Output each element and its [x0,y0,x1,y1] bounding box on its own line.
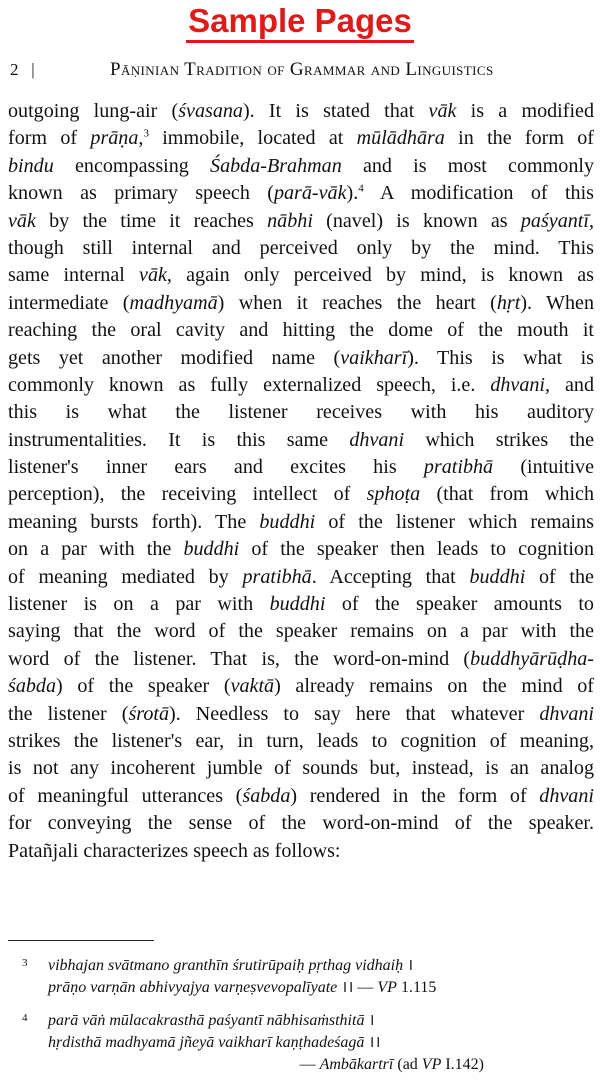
page-number: 2 [10,60,19,79]
page-number-and-separator [10,56,35,84]
body-line: outgoing lung-air (śvasana). It is stated that vāk is a modified [8,100,595,122]
footnotes [22,955,582,1087]
body-line: vāk by the time it reaches nābhi (navel) is known as paśyantī, [8,209,594,232]
body-line: listener's inner ears and excites his pratibhā (intuitive [8,456,595,479]
body-line: Patañjali characterizes speech as follows: [8,839,341,862]
body-line: though still internal and perceived only by the mind. This [8,236,594,259]
footnote-number: 4 [22,1012,28,1024]
body-line: is not any incoherent jumble of sounds but, instead, is an analog [8,757,594,780]
body-line: word of the listener. That is, the word-on-mind (buddhyārūḍha- [8,647,594,670]
body-line: perception), the receiving intellect of sphoṭa (that from which [8,483,594,506]
sample-pages-banner [0,0,600,46]
body-line: listener is on a par with buddhi of the speaker amounts to [8,593,594,616]
body-line: on a par with the buddhi of the speaker then leads to cognition [8,538,594,561]
running-head-title: Pāṇinian Tradition of Grammar and Linguistics [110,59,494,80]
body-line: form of prāṇa,$^3$ immobile, located at mūlādhāra in the form of [8,127,594,150]
footnote-line: prāṇo varṇān abhivyajya varṇeṣvevopalīyate ।। — VP 1.115 [48,979,437,996]
footnote-text [48,1010,582,1076]
footnote-line: vibhajan svātmano granthīn śrutirūpaiḥ pṛthag vidhaiḥ । [48,957,414,974]
body-line: reaching the oral cavity and hitting the dome of the mouth it [8,319,594,342]
running-head [10,56,590,84]
body-line: gets yet another modified name (vaikharī). This is what is [8,346,594,369]
footnote-text [48,955,582,999]
body-line: intermediate (madhyamā) when it reaches the heart (hṛt). When [8,291,595,314]
footnote-line: hṛdisthā madhyamā jñeyā vaikharī kaṇṭhadeśagā ।। [48,1034,381,1051]
body-line: commonly known as fully externalized speech, i.e. dhvani, and [8,373,594,396]
body-line: same internal vāk, again only perceived by mind, is known as [8,264,594,287]
footnote [22,1010,582,1076]
body-line: meaning bursts forth). The buddhi of the listener which remains [8,510,594,533]
footnote [22,955,582,999]
body-line: known as primary speech (parā-vāk).$^4$ A modification of this [8,182,594,205]
running-head-separator: | [31,60,35,79]
body-line: for conveying the sense of the word-on-mind of the speaker. [8,812,594,835]
body-line: śabda) of the speaker (vaktā) already remains on the mind of [8,675,594,698]
banner-label: Sample Pages [186,2,414,43]
body-line: the listener (śrotā). Needless to say here that whatever dhvani [8,702,595,725]
body-line: instrumentalities. It is this same dhvani which strikes the [8,428,594,451]
body-line: strikes the listener's ear, in turn, leads to cognition of meaning, [8,729,594,752]
body-line: of meaningful utterances (śabda) rendered in the form of dhvani [8,784,594,807]
body-line: saying that the word of the speaker remains on a par with the [8,620,594,643]
body-line: of meaning mediated by pratibhā. Accepting that buddhi of the [8,565,594,588]
body-line: this is what the listener receives with his auditory [8,401,594,424]
footnote-number: 3 [22,957,28,969]
body-line: bindu encompassing Śabda-Brahman and is most commonly [8,154,594,177]
footnote-line: — Ambākartrī (ad VP I.142) [299,1056,484,1073]
body-text [8,98,594,865]
footnote-rule [8,940,154,941]
footnote-line: parā vāṅ mūlacakrasthā paśyantī nābhisaṁsthitā । [48,1012,375,1029]
